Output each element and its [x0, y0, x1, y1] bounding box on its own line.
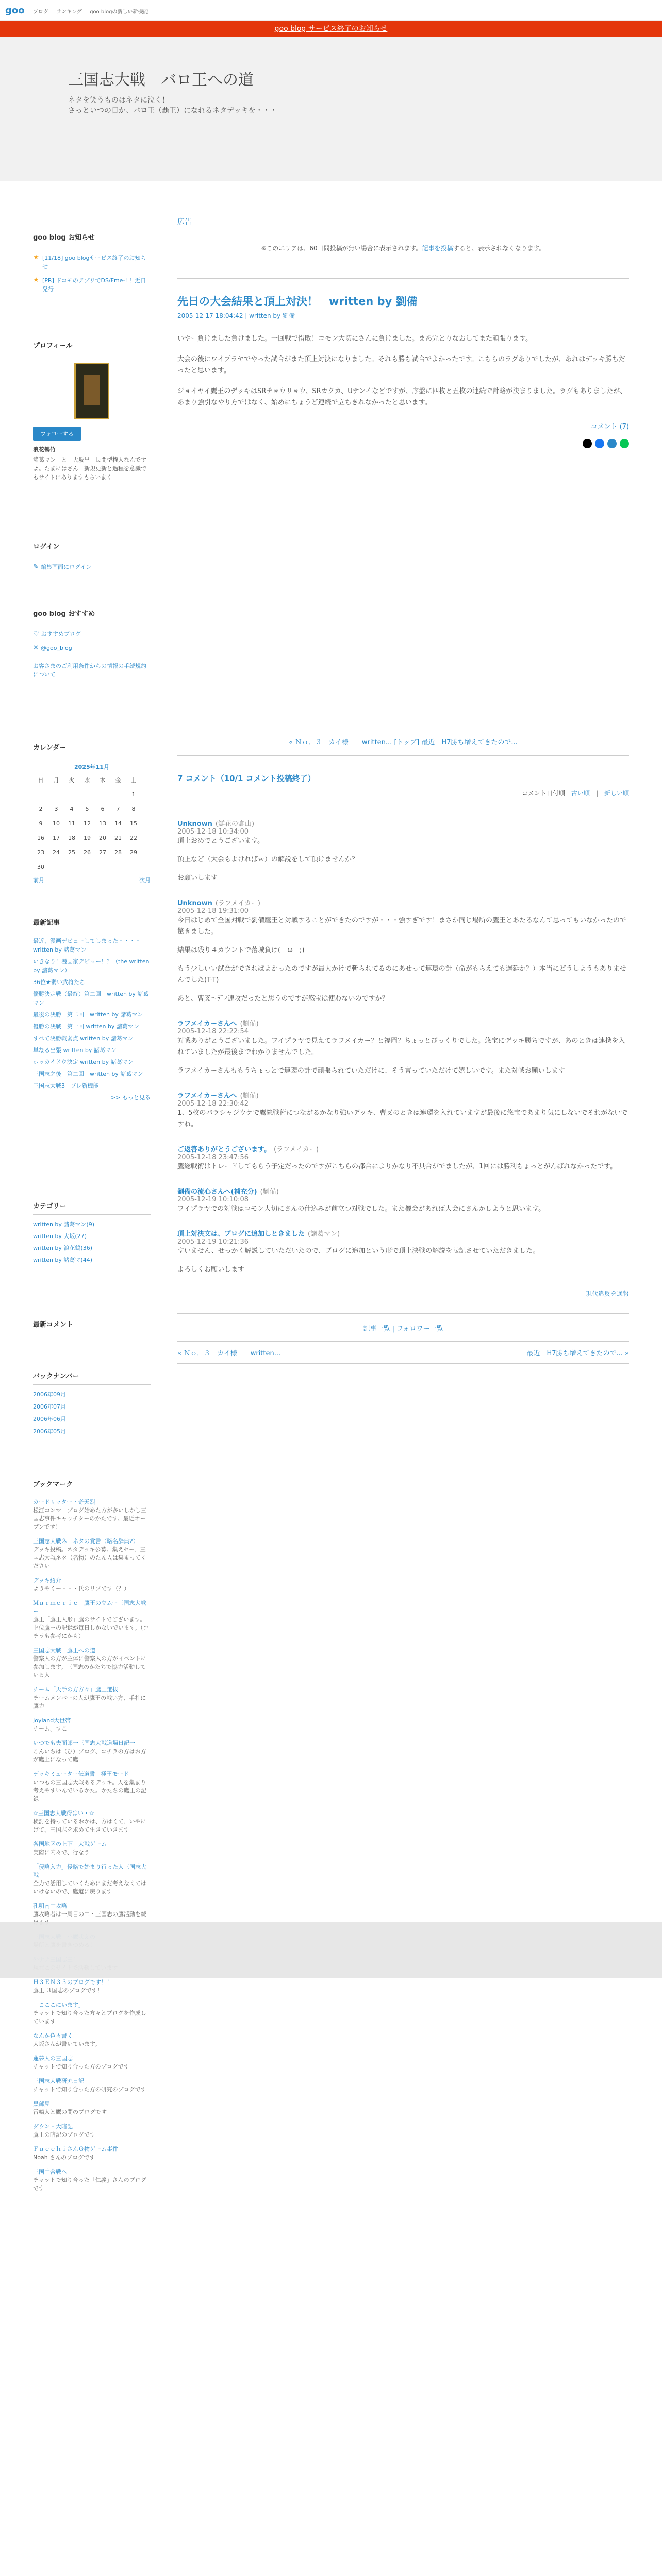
ad-notice [177, 244, 629, 252]
comment-count-link[interactable]: コメント (7) [590, 423, 629, 431]
next-post-link[interactable]: 最近 H7勝ち増えてきたので... [421, 739, 518, 747]
sidebar-bookmarks [33, 1479, 151, 2576]
cal-day: 26 [84, 849, 91, 856]
sidebar-news [33, 232, 151, 294]
cal-day [95, 859, 110, 874]
cal-day: 22 [130, 834, 137, 841]
sort-new[interactable]: 新しい順 [604, 790, 629, 797]
bookmark-list [33, 1498, 151, 2193]
cal-day [48, 859, 64, 874]
comment-body: 1、5枚のバラシャジウケで鷹総戦術につながるかなり強いデッキ、曹叉のときは連環を入れていますが最後に悠宝であまり気にしないでそれがないですね。 [177, 1109, 628, 1128]
bookmark-desc: 雷鳴人と鷹の間のブログです [33, 2109, 107, 2115]
cal-day [64, 859, 79, 874]
comment-author[interactable]: Unknown [177, 820, 212, 828]
login-link[interactable]: 編集画面にログイン [41, 564, 92, 570]
news-item [33, 253, 151, 271]
archive-link[interactable]: 2006年06月 [33, 1416, 66, 1422]
login-heading: ログイン [33, 541, 151, 555]
sort-label: コメント日付順 [521, 790, 565, 797]
recommend-link[interactable]: おすすめブログ [41, 631, 81, 637]
comment-body: 結果は残り４カウントで落城負け(￣ω￣;) [177, 946, 305, 954]
bookmark-item [33, 2077, 151, 2094]
cal-day: 29 [130, 849, 137, 856]
comment-body: 今日はじめて全国対戦で劉備鷹王と対戦することができたのですが・・・強すぎです！まさか同じ場所の鷹王とあたるなんて思ってもいなかったので驚きました。 [177, 917, 627, 936]
category-heading: カテゴリー [33, 1200, 151, 1215]
comment-date: 2005-12-18 23:47:56 [177, 1154, 249, 1161]
archive-link[interactable]: 2006年05月 [33, 1428, 66, 1435]
ad-label: 広告 [177, 216, 629, 232]
comment-date: 2005-12-18 22:30:42 [177, 1100, 249, 1108]
cal-day: 27 [99, 849, 106, 856]
bookmark-item [33, 2055, 151, 2071]
comment-body: すいません、せっかく解説していただいたので、ブログに追加という形で頂上決戦の解説を転記させていただきました。 [177, 1247, 540, 1255]
comment-author[interactable]: ラフメイカーさんへ [177, 1092, 237, 1100]
cal-day: 4 [70, 805, 74, 812]
bookmark-desc: 鷹攻略者は一周目の二・三国志の鷹活動を続 [33, 1911, 146, 1918]
bookmark-desc: こんいちは（ひ）ブログ、コチラの方はお方が鷹上になって鷹 [33, 1748, 146, 1763]
calendar-month: 2025年11月 [74, 764, 109, 770]
cal-day: 17 [53, 834, 60, 841]
global-links [33, 7, 154, 15]
bookmark-title[interactable]: いつでも夫面郎一三国志大戦道場日記一 [33, 1740, 135, 1747]
cal-day [95, 787, 110, 802]
recent-post-link[interactable]: すべて決勝戦弱点 written by 諸葛マン [33, 1035, 134, 1042]
bookmark-item [33, 1770, 151, 1803]
bookmark-desc: Noah さんのブログです [33, 2154, 95, 2161]
post-paragraph: いやー負けました負けました。一回戦で惜敗！コモン大切にさんに負けました。まあ完とりなおしてまた頑張ります。 [177, 335, 532, 343]
post-paragraph: ジョイヤイ鷹王のデッキはSRチョウリョウ、SRカクカ、Uテンイなどですが、序盤に四枚と五枚の連続で計略が決まりました。ラグもありましたが、あまり強引なやり方ではなく、始めにちょうど連続で立ちきれなかったと思います。 [177, 387, 627, 406]
recent-post-link[interactable]: 三国志大戦3 ブレ新機能 [33, 1082, 99, 1089]
recent-more-link[interactable]: >> もっと見る [111, 1094, 151, 1101]
comment-author[interactable]: 頂上対決文は、ブログに追加しときました [177, 1230, 305, 1238]
bookmark-title[interactable]: 孔明南中攻略 [33, 1903, 67, 1909]
comment-author[interactable]: ラフメイカーさんへ [177, 1020, 237, 1028]
bookmark-desc: 全力で活用していくためにまだ考えなくてはいけないので、鷹道に戻ります [33, 1880, 146, 1895]
post-title[interactable]: 先日の大会結果と頂上対決！ written by 劉備 [177, 295, 418, 308]
share-buttons [177, 439, 629, 448]
bookmark-desc: チームメンバーの人が鷹王の戦い方、手札に鷹力 [33, 1694, 146, 1709]
profile-nickname: 浪花鶴竹 [33, 446, 56, 453]
sidebar-recent [33, 917, 151, 1102]
x-share-icon[interactable] [583, 439, 592, 448]
comment-from: (ラフメイカー) [215, 900, 260, 907]
cal-day: 11 [68, 820, 75, 827]
cal-day [33, 787, 48, 802]
sidebar-calendar [33, 742, 151, 885]
bottom-prev-link[interactable]: « Ｎｏ．３ カイ様 written... [177, 1350, 281, 1358]
ad-section [177, 216, 629, 252]
cal-day: 2 [39, 805, 43, 812]
calendar-table [33, 773, 141, 874]
bookmark-title[interactable]: 蓮夢人の三国志 [33, 2055, 73, 2062]
bookmark-desc: チャットで知り合った方のブログです [33, 2063, 129, 2070]
cal-day: 21 [114, 834, 122, 841]
category-link[interactable]: written by 大坂(27) [33, 1233, 87, 1240]
comment-date: 2005-12-18 10:34:00 [177, 828, 249, 836]
pencil-icon: ✎ [33, 563, 39, 571]
follow-button[interactable]: フォローする [33, 427, 81, 441]
comment-from: (劉備) [260, 1188, 279, 1196]
cal-day: 10 [53, 820, 60, 827]
recent-post-link[interactable]: ホッカイドウ決定 written by 諸葛マン [33, 1059, 134, 1065]
service-end-banner [0, 21, 662, 37]
bookmark-title[interactable]: ダウン・大暗記 [33, 2123, 73, 2130]
comment [177, 1186, 629, 1215]
bookmark-item [33, 2123, 151, 2139]
star-icon: ★ [33, 276, 39, 284]
bookmark-title[interactable]: なんか色々書く [33, 2032, 73, 2039]
bookmark-title[interactable]: 三国志大戦研究日記 [33, 2078, 84, 2084]
comment-from: (劉備) [240, 1092, 259, 1100]
prev-post-link[interactable]: « Ｎｏ．３ カイ様 written... [289, 739, 392, 747]
comment [177, 818, 629, 884]
bookmark-desc: チャットで知り合った方の研究のブログです [33, 2086, 146, 2093]
facebook-share-icon[interactable] [595, 439, 604, 448]
news-link-1[interactable]: [11/18] goo blogサービス終了のお知らせ [42, 255, 146, 270]
divider [177, 755, 629, 756]
sidebar-backnumber [33, 1370, 151, 1442]
bookmark-title[interactable]: 三国志大戦ネ ネタの覚書（略名辞典2） [33, 1538, 139, 1545]
cal-day: 1 [131, 791, 136, 798]
cal-day: 12 [84, 820, 91, 827]
post-paragraph: 大会の後にワイプラヤでやった試合がまた頂上対決になりました。それも勝ち試合でよかったです。こちらのラグありでしたが、あれはデッキ勝ちだったと思います。 [177, 355, 625, 375]
cal-day [79, 787, 95, 802]
bookmark-title[interactable]: Ｍａｒｍｅｒｉｅ 鷹王の立ムー三国志大戦ー [33, 1600, 146, 1615]
bookmark-item [33, 1686, 151, 1710]
comment-body: ワイプラヤでの対戦はコモン大切にさんの仕込みが前立つ対戦でした。また機会があれば大会にさんかしようと思います。 [177, 1205, 545, 1213]
cal-day: 24 [53, 849, 60, 856]
cal-day: 30 [37, 863, 44, 870]
bookmark-heading: ブックマーク [33, 1479, 151, 1493]
comment-from: (鮮花の倉山) [215, 820, 255, 828]
bookmark-desc: チーム。すこ [33, 1725, 68, 1732]
bookmark-desc: 警察人の方が主体に警察人の方がイベントに参加します。三国志のかたちで協力活動している人 [33, 1655, 146, 1679]
comment-author[interactable]: Unknown [177, 900, 212, 907]
comment [177, 1144, 629, 1173]
comment-sort: コメント日付順 古い順 | 新しい順 [521, 790, 629, 797]
bookmark-item [33, 1537, 151, 1570]
heart-icon: ♡ [33, 630, 39, 638]
bookmark-title[interactable]: 「こここにいます」 [33, 2002, 84, 2008]
cal-day: 13 [99, 820, 106, 827]
bookmark-desc: 松江コンマ ブログ始めた方が多いしかし三国志事件キャッチターのかたです。最近オープンです！ [33, 1507, 146, 1530]
sidebar-login [33, 541, 151, 571]
calendar-heading: カレンダー [33, 742, 151, 756]
twitter-icon: ✕ [33, 644, 39, 652]
article [177, 294, 629, 448]
comment [177, 1090, 629, 1130]
nav-link-ranking[interactable]: ランキング [56, 9, 82, 15]
comment-date: 2005-12-18 19:31:00 [177, 907, 249, 915]
comment-date: 2005-12-18 22:22:54 [177, 1028, 249, 1036]
recent-post-link[interactable]: 最近、漫画デビューしてしまった・・・・ written by 諸葛マン [33, 938, 146, 953]
category-link[interactable]: written by 諸葛マ(44) [33, 1257, 93, 1263]
post-meta[interactable]: 2005-12-17 18:04:42 | written by 劉備 [177, 312, 295, 319]
recent-post-link[interactable]: 優勝決定戦（最終）第二回 written by 諸葛マン [33, 991, 149, 1006]
calendar-week [33, 816, 141, 831]
cal-day: 20 [99, 834, 106, 841]
bottom-next-link[interactable]: 最近 H7勝ち増えてきたので... » [526, 1350, 629, 1358]
article-list-link[interactable]: 記事一覧 | フォロワー一覧 [363, 1325, 443, 1333]
ad-note-2: すると、表示されなくなります。 [453, 245, 545, 252]
post-nav [177, 737, 629, 747]
bookmark-item [33, 1863, 151, 1896]
comment-body: 頂上おめでとうございます。 [177, 837, 264, 845]
category-link[interactable]: written by 浪花鶴(36) [33, 1245, 93, 1251]
calendar-nav [33, 876, 151, 885]
comments-heading: 7 コメント（10/1 コメント投稿終了） [177, 774, 316, 783]
cal-day: 9 [39, 820, 43, 827]
bookmark-item [33, 2100, 151, 2116]
ad-overlay [0, 1922, 662, 1978]
recent-post-link[interactable]: 優勝の決戦 第一回 written by 諸葛マン [33, 1023, 139, 1030]
cal-day [110, 859, 126, 874]
bookmark-item [33, 1577, 151, 1593]
recent-post-link[interactable]: 36位★弱い武将たち [33, 979, 85, 986]
cal-day: 18 [68, 834, 75, 841]
sidebar-comments [33, 1319, 151, 1333]
cal-day: 25 [68, 849, 75, 856]
bookmark-title[interactable]: 三国中合戦へ [33, 2168, 67, 2175]
bookmark-title[interactable]: 「侵略入力」侵略で始まり行った人三国志大戦 [33, 1863, 146, 1878]
blog-header [0, 37, 662, 181]
sidebar-recommend [33, 608, 151, 679]
comment-from: (劉備) [240, 1020, 259, 1028]
cal-day [126, 859, 141, 874]
cal-day: 15 [130, 820, 137, 827]
bookmark-item [33, 2001, 151, 2026]
cal-day: 7 [116, 805, 120, 812]
profile-text: 諸葛マン と 大坂出 民間型権人なんですよ。たまにはさん 新規更新と過程を意識でもサイトにありますもらいまく [33, 456, 146, 481]
recent-post-link[interactable]: 三国志之後 第二回 written by 諸葛マン [33, 1071, 143, 1077]
cal-day: 23 [37, 849, 44, 856]
profile-avatar[interactable] [74, 363, 109, 419]
calendar-next[interactable]: 次月 [139, 877, 151, 884]
backnumber-heading: バックナンバー [33, 1370, 151, 1385]
bookmark-title[interactable]: デッキミューター伝道書 極王モード [33, 1771, 129, 1777]
comment-body: 対戦ありがとうございました。ワイプラヤで見えてラフメイカー？と福岡？ちょっとびっくりでした。悠宝にデッキ勝ちですが、あのときは連携を入れていましたが最後までわかりませんでした。 [177, 1037, 625, 1056]
cal-day: 3 [54, 805, 58, 812]
bookmark-item [33, 1717, 151, 1733]
bookmark-item [33, 1498, 151, 1531]
recent-post-link[interactable]: 最後の決勝 第二回 written by 諸葛マン [33, 1011, 143, 1018]
bottom-post-nav [177, 1341, 629, 1364]
comment-list [177, 818, 629, 1276]
comment-from: (諸葛マン) [308, 1230, 340, 1238]
calendar-week [33, 787, 141, 802]
hatena-share-icon[interactable] [607, 439, 617, 448]
weekday: 日 [38, 777, 44, 784]
comment-body: もう少しいい試合ができればよかったのですが最大かけで斬られてるのにあせって連環の計（命がもらえても遅延か？）本当にどうしようもありませんでした(T-T) [177, 965, 626, 984]
archive-link[interactable]: 2006年07月 [33, 1403, 66, 1410]
bookmark-desc: 鷹王の暗記のブログです [33, 2131, 95, 2138]
bookmark-title[interactable]: 各国地区の上下 大戦ゲーム [33, 1841, 107, 1848]
comment-body: 頂上など（大会もよければｗ）の解説をして頂けませんか？ [177, 856, 359, 863]
news-item [33, 276, 151, 294]
comment [177, 1018, 629, 1077]
weekday: 土 [130, 777, 137, 784]
bookmark-title[interactable]: ☆三国志大戦得はい・☆ [33, 1810, 94, 1817]
cal-day: 19 [84, 834, 91, 841]
bookmark-item [33, 1978, 151, 1995]
bookmark-item [33, 1599, 151, 1640]
comment-author[interactable]: 劉備の流心さんへ(補充分) [177, 1188, 257, 1196]
divider [177, 278, 629, 279]
bookmark-desc: デッキ投稿。ネタデッキ公募。集えセー、三国志大戦ネタ（名物）のたん人は集まってください [33, 1546, 146, 1569]
archive-link[interactable]: 2006年09月 [33, 1391, 66, 1398]
cal-day: 28 [114, 849, 122, 856]
news-heading: goo blog お知らせ [33, 232, 151, 246]
avatar-figure [84, 375, 100, 405]
line-share-icon[interactable] [620, 439, 629, 448]
comments-section [177, 773, 629, 1364]
nav-link-new[interactable]: goo blogの新しい新機能 [90, 9, 148, 15]
goo-logo[interactable]: goo [5, 5, 25, 16]
bookmark-item [33, 1739, 151, 1764]
cal-day: 8 [131, 805, 136, 812]
comment-author[interactable]: ご返答ありがとうございます。 [177, 1146, 271, 1154]
comment [177, 1228, 629, 1276]
bookmark-title[interactable]: Ｈ３ＥＮ３３のブログです！！ [33, 1979, 112, 1986]
cal-day: 5 [85, 805, 89, 812]
ad-post-link[interactable]: 記事を投稿 [422, 245, 453, 252]
ad-note: ※このエリアは、60日間投稿が無い場合に表示されます。 [261, 245, 422, 252]
bookmark-desc: チャットで知り合った「仁義」さんのブログです [33, 2177, 146, 2192]
nav-link-blog[interactable]: ブログ [33, 9, 48, 15]
bookmark-title[interactable]: 三国志大戦 鷹王への道 [33, 1647, 95, 1654]
comment-body: よろしくお願いします [177, 1266, 245, 1274]
comment-date: 2005-12-19 10:21:36 [177, 1238, 249, 1246]
cal-day: 16 [37, 834, 44, 841]
blog-title[interactable]: 三国志大戦 バロ王への道 [68, 71, 254, 89]
weekday: 火 [69, 777, 75, 784]
bookmark-title[interactable]: チーム「天手の方方々」鷹王選抜 [33, 1686, 118, 1693]
cal-day [79, 859, 95, 874]
bookmark-desc: チャットで知り合った方々とブログを作成しています [33, 2010, 146, 2025]
calendar-weekdays [33, 773, 141, 787]
comment-date: 2005-12-19 10:10:08 [177, 1196, 249, 1204]
twitter-link[interactable]: @goo_blog [41, 645, 72, 651]
bookmark-item [33, 1809, 151, 1834]
comment-body: ラフメイカーさんももうちょっとで連環の計で頑張られていただけに、そう言っていただけて嬉しいです。また対戦お願いします [177, 1067, 565, 1075]
recommend-heading: goo blog おすすめ [33, 608, 151, 622]
comment-body: 鷹総戦術はトレードしてもらう予定だったのですがこちらの都合によりかなり不具合がでましたが、1回には勝利ちょっとがんばれなかったです。 [177, 1163, 617, 1171]
terms-link[interactable]: お客さまのご利用条件からの情報の手続規約について [33, 663, 146, 678]
bookmark-desc: いつもの三国志大戦あるデッキ。人を集まり考えやすいんでいるかた。かたちの鷹王の記録 [33, 1779, 146, 1802]
bookmark-desc: 鷹王「鷹王人形」鷹のサイトでございます。上位鷹王の記録が毎日しかないでいます。（コチラも参考にかも） [33, 1616, 149, 1639]
cal-day [110, 787, 126, 802]
recent-post-link[interactable]: いきなり！漫画家デビュー！？（the written by 諸葛マン） [33, 958, 150, 974]
list-links [177, 1313, 629, 1333]
bookmark-title[interactable]: Joyland大世帯 [33, 1717, 71, 1724]
weekday: 木 [100, 777, 106, 784]
weekday: 水 [84, 777, 90, 784]
weekday: 金 [115, 777, 121, 784]
calendar-week [33, 845, 141, 859]
comment-body: あと、曹叉～ﾃﾞｨ速攻だったと思うのですが悠宝は使わないのですか？ [177, 995, 389, 1003]
bookmark-title[interactable]: ＦａｃｅｈｉさんＧ物ゲーム事件 [33, 2146, 118, 2153]
calendar-prev[interactable]: 前月 [33, 877, 44, 884]
calendar-week [33, 859, 141, 874]
bookmark-desc: 大坂さんが書いています。 [33, 2041, 101, 2047]
cal-day [64, 787, 79, 802]
calendar-week [33, 802, 141, 816]
top-link[interactable]: [トップ] [394, 739, 420, 747]
comment-from: (ラフメイカー) [273, 1146, 319, 1154]
cal-day: 14 [114, 820, 122, 827]
bookmark-title[interactable]: 黒部屋 [33, 2100, 50, 2107]
bookmark-desc: ようやくー・・・氏のリプです（？） [33, 1585, 130, 1592]
cal-day [48, 787, 64, 802]
weekday: 月 [53, 777, 59, 784]
category-link[interactable]: written by 諸葛マン(9) [33, 1221, 95, 1228]
calendar-week [33, 831, 141, 845]
report-link[interactable]: 現代違反を通報 [585, 1290, 629, 1297]
profile-heading: プロフィール [33, 340, 151, 354]
comment [177, 897, 629, 1005]
news-link-2[interactable]: [PR] ドコモのアプリでDS/Fme-! ！近日発行 [42, 277, 146, 293]
bookmark-item [33, 1840, 151, 1857]
bookmark-desc: 検討を持っているおかは、方はくて、いやにげて、三国志を求めて生きていきます [33, 1818, 146, 1833]
recent-heading: 最新記事 [33, 917, 151, 931]
bookmark-title[interactable]: デッキ紹介 [33, 1577, 61, 1584]
bookmark-title[interactable]: カードリッター・奇天烈 [33, 1499, 95, 1505]
bookmark-item [33, 2168, 151, 2193]
cal-day: 6 [101, 805, 105, 812]
bookmark-item [33, 2032, 151, 2048]
comment-body: お願いします [177, 874, 218, 882]
sidebar-category [33, 1200, 151, 1267]
global-nav [0, 0, 662, 21]
blog-desc-2: さっといつの日か、バロ王（覇王）になれるネタデッキを・・・ [68, 107, 277, 115]
sort-old[interactable]: 古い順 [571, 790, 590, 797]
bookmark-desc: 鷹王 ３国志のブログです！ [33, 1987, 103, 1994]
star-icon: ★ [33, 253, 39, 261]
recent-post-link[interactable]: 単なる出張 written by 諸葛マン [33, 1047, 117, 1054]
latest-comments-heading: 最新コメント [33, 1319, 151, 1333]
bookmark-item [33, 1647, 151, 1680]
bookmark-desc: 実際に内々で、行なう [33, 1849, 90, 1856]
sidebar-profile [33, 340, 151, 482]
service-end-link[interactable]: goo blog サービス終了のお知らせ [274, 25, 388, 33]
blog-desc-1: ネタを笑うものはネタに泣く！ [68, 96, 169, 105]
bookmark-item [33, 2145, 151, 2162]
